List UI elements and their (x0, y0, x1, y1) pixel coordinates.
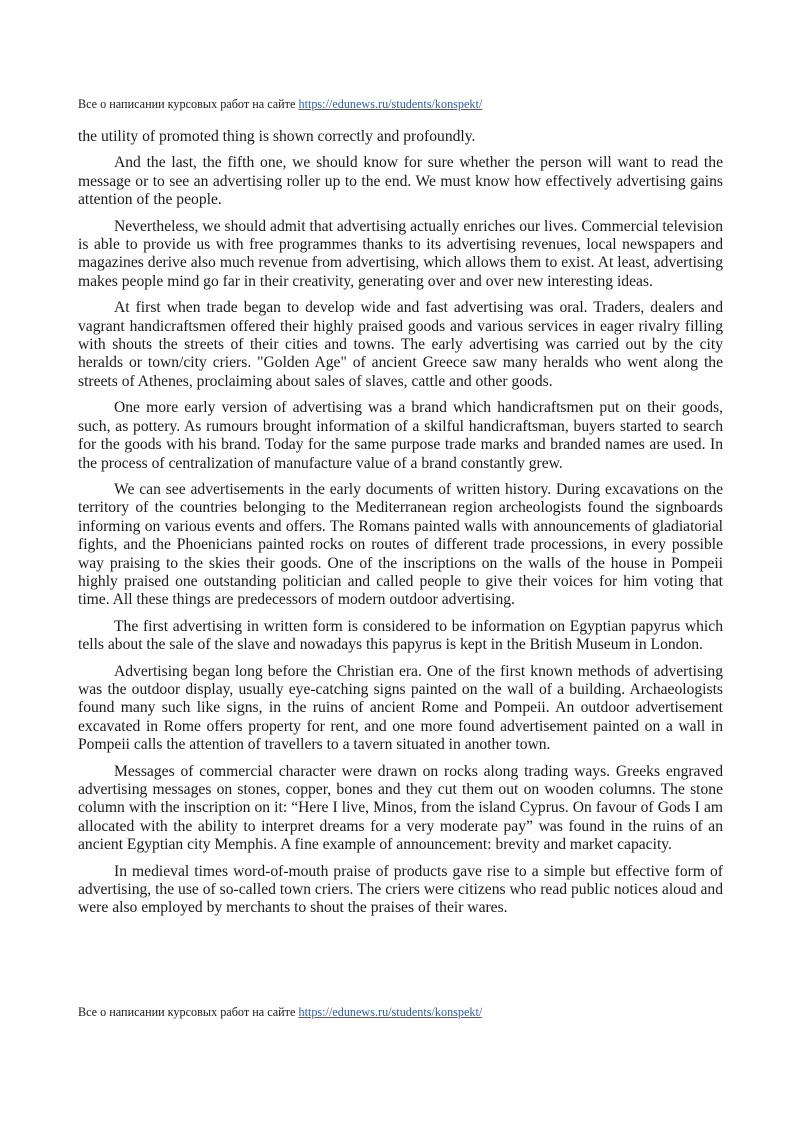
paragraph: And the last, the fifth one, we should know for sure whether the person will want to read the message or to see an advertising roller up to the end. We must know how effectively advertising gains attention of the people. (78, 154, 723, 209)
paragraph: At first when trade began to develop wide and fast advertising was oral. Traders, dealers and vagrant handicraftsmen offered their highly praised goods and various services in eager rivalry filling with shouts the streets of their cities and towns. The early advertising was carried out by the city heralds or town/city criers. "Golden Age" of ancient Greece saw many heralds who went along the streets of Athenes, proclaiming about sales of slaves, cattle and other goods. (78, 299, 723, 390)
paragraph: Nevertheless, we should admit that advertising actually enriches our lives. Commercial television is able to provide us with free programmes thanks to its advertising revenues, local newspapers and magazines derive also much revenue from advertising, which allows them to exist. At least, advertising makes people mind go far in their creativity, generating over and over new interesting ideas. (78, 217, 723, 290)
document-body (78, 128, 723, 926)
paragraph: The first advertising in written form is considered to be information on Egyptian papyrus which tells about the sale of the slave and nowadays this papyrus is kept in the British Museum in London. (78, 617, 723, 654)
footer-link[interactable]: https://edunews.ru/students/konspekt/ (298, 1005, 483, 1019)
header-text: Все о написании курсовых работ на сайте (78, 97, 296, 111)
page-footer (78, 1005, 482, 1020)
paragraph: We can see advertisements in the early documents of written history. During excavations on the territory of the countries belonging to the Mediterranean region archeologists found the signboards informing on various events and offers. The Romans painted walls with announcements of gladiatorial fights, and the Phoenicians painted rocks on routes of different trade processions, in every possible way praising to the skies their goods. One of the inscriptions on the walls of the house in Pompeii highly praised one outstanding politician and called people to give their voices for him voting that time. All these things are predecessors of modern outdoor advertising. (78, 480, 723, 609)
paragraph: In medieval times word-of-mouth praise of products gave rise to a simple but effective form of advertising, the use of so-called town criers. The criers were citizens who read public notices aloud and were also employed by merchants to shout the praises of their wares. (78, 862, 723, 917)
paragraph: One more early version of advertising was a brand which handicraftsmen put on their goods, such, as pottery. As rumours brought information of a skilful handicraftsman, buyers started to search for the goods with his brand. Today for the same purpose trade marks and branded names are used. In the process of centralization of manufacture value of a brand constantly grew. (78, 399, 723, 472)
footer-text: Все о написании курсовых работ на сайте (78, 1005, 296, 1019)
page-header (78, 97, 482, 112)
header-link[interactable]: https://edunews.ru/students/konspekt/ (298, 97, 483, 111)
paragraph: Advertising began long before the Christian era. One of the first known methods of advertising was the outdoor display, usually eye-catching signs painted on the wall of a building. Archaeologists found many such like signs, in the ruins of ancient Rome and Pompeii. An outdoor advertisement excavated in Rome offers property for rent, and one more found advertisement painted on a wall in Pompeii calls the attention of travellers to a tavern situated in another town. (78, 662, 723, 754)
paragraph: the utility of promoted thing is shown correctly and profoundly. (78, 128, 476, 145)
paragraph: Messages of commercial character were drawn on rocks along trading ways. Greeks engraved advertising messages on stones, copper, bones and they cut them out on wooden columns. The stone column with the inscription on it: “Here I live, Minos, from the island Cyprus. On favour of Gods I am allocated with the ability to interpret dreams for a very moderate pay” was found in the ruins of an ancient Egyptian city Memphis. A fine example of announcement: brevity and market capacity. (78, 762, 723, 854)
